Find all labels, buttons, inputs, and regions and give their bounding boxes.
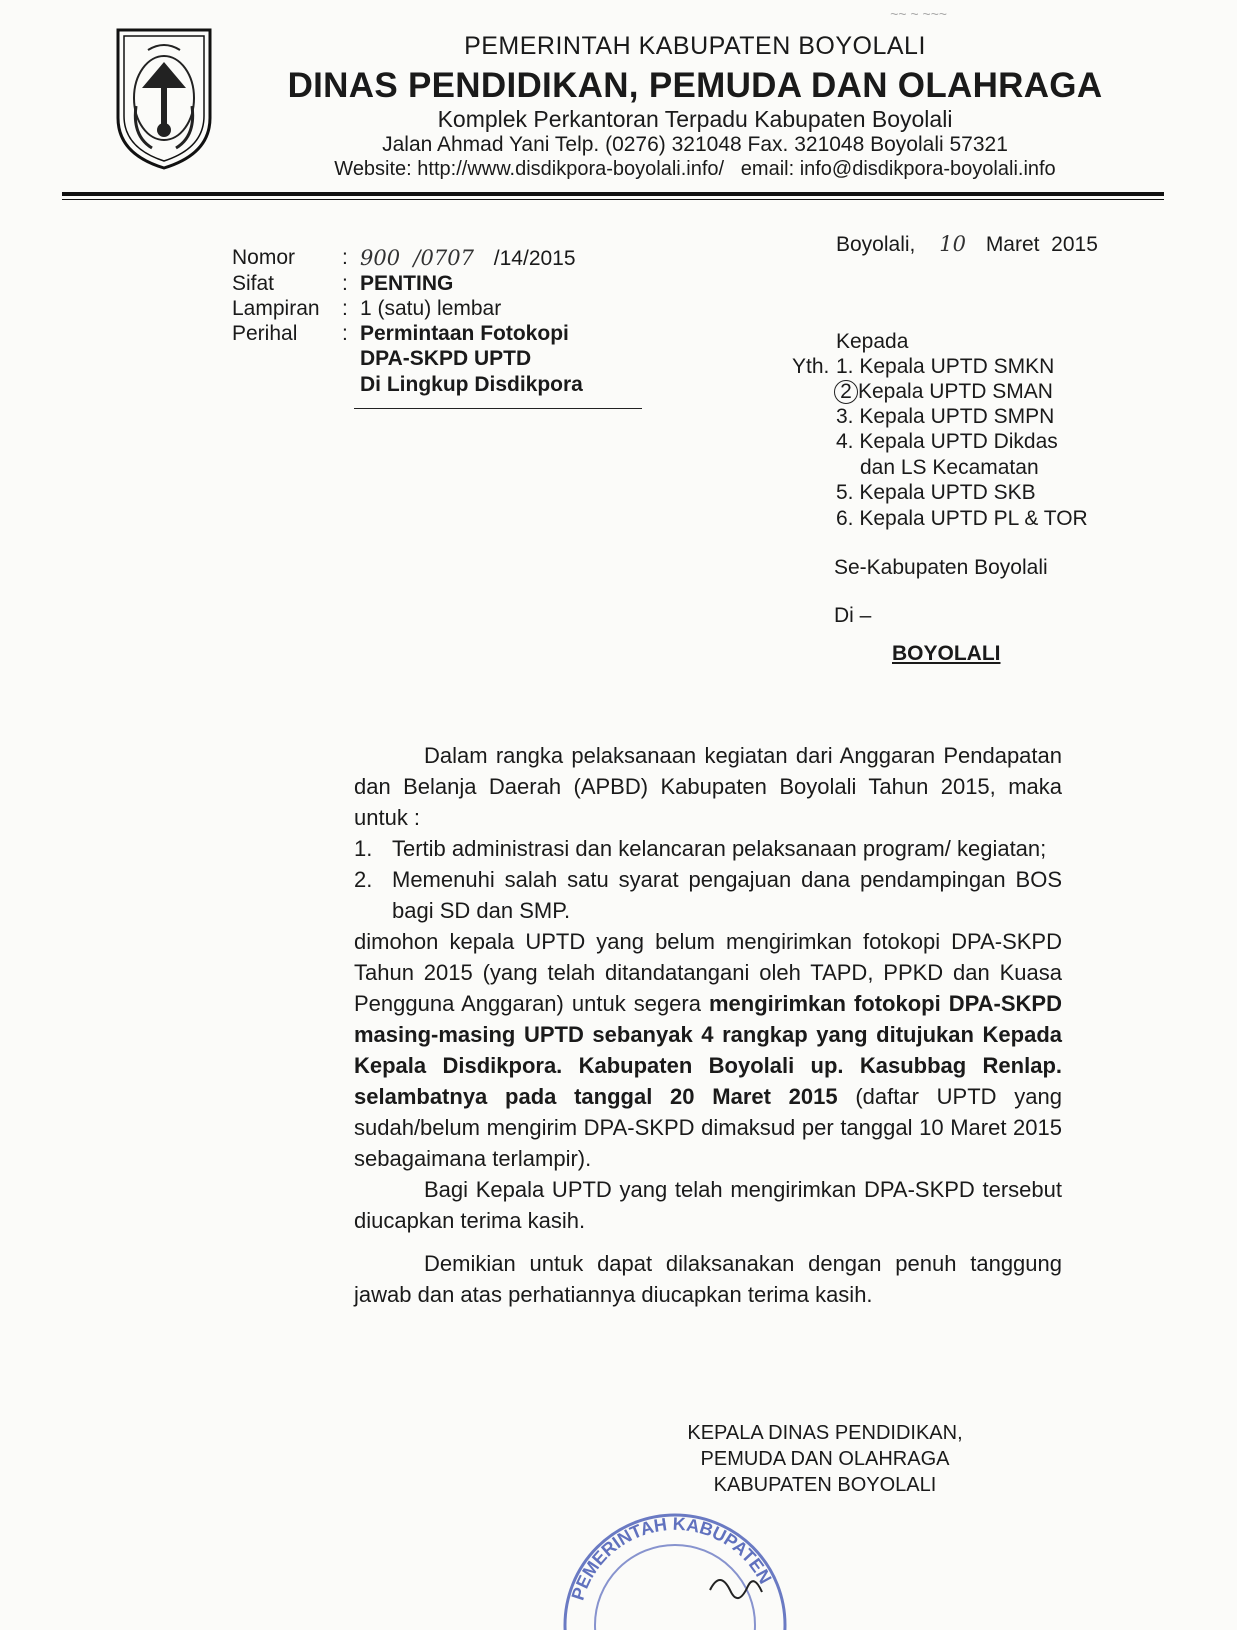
list-number: 2. — [354, 867, 373, 892]
sifat-value: PENTING — [360, 272, 454, 295]
signature-line-2: PEMUDA DAN OLAHRAGA — [700, 1448, 950, 1470]
date-place: Boyolali, — [836, 233, 916, 256]
nomor-suffix: /14/2015 — [493, 247, 576, 270]
letter-date — [836, 232, 1098, 257]
date-month-year: Maret 2015 — [985, 233, 1098, 256]
nomor-label: Nomor — [232, 246, 296, 269]
list-text: Tertib administrasi dan kelancaran pelaksanaan program/ kegiatan; — [392, 836, 1047, 861]
recipient-item: dan LS Kecamatan — [860, 456, 1039, 479]
recipient-item: 5. Kepala UPTD SKB — [836, 481, 1036, 504]
letterhead-rule-thin — [62, 199, 1164, 200]
circled-number: 2 — [834, 380, 858, 404]
recipient-item — [834, 380, 1053, 404]
list-text: Memenuhi salah satu syarat pengajuan dana pendampingan BOS bagi SD dan SMP. — [392, 867, 1062, 923]
nomor-handwritten: 900 /0707 — [360, 246, 474, 270]
recipient-item: 1. Kepala UPTD SMKN — [836, 355, 1055, 378]
signature-block — [660, 1420, 990, 1498]
recipient-item-label: Kepala UPTD SMAN — [858, 380, 1053, 403]
request-text-bold: mengirimkan fotokopi DPA-SKPD masing-masing UPTD sebanyak 4 rangkap yang ditujukan Kepada Kepala Disdikpora. Kabupaten Boyolali up. Kasubbag Renlap. selambatnya pada tanggal 20 Maret 2015 — [354, 991, 1062, 1109]
body-list-item — [354, 864, 1062, 926]
recipient-region: Se-Kabupaten Boyolali — [834, 556, 1048, 579]
recipient-di: Di – — [834, 604, 872, 627]
handwritten-annotation: ~~ ~ ~~~ — [890, 6, 947, 22]
svg-text:PEMERINTAH KABUPATEN: PEMERINTAH KABUPATEN — [567, 1513, 776, 1603]
letterhead-rule-thick — [62, 192, 1164, 196]
lampiran-label: Lampiran — [232, 297, 320, 320]
lampiran-colon: : — [342, 297, 348, 320]
lampiran-value: 1 (satu) lembar — [360, 297, 502, 320]
sifat-colon: : — [342, 272, 348, 295]
recipient-item: 3. Kepala UPTD SMPN — [836, 405, 1055, 428]
official-stamp — [560, 1500, 790, 1630]
body-paragraph-thanks: Bagi Kepala UPTD yang telah mengirimkan DPA-SKPD tersebut diucapkan terima kasih. — [354, 1177, 1062, 1233]
perihal-line-1: Permintaan Fotokopi — [360, 322, 569, 345]
regency-crest-logo — [112, 26, 216, 172]
request-text-tail: (daftar UPTD yang sudah/belum mengirim DPA-SKPD dimaksud per tanggal 10 Maret 2015 sebagaimana terlampir). — [354, 1084, 1062, 1171]
list-number: 1. — [354, 836, 373, 861]
nomor-value — [360, 246, 576, 271]
letterhead-government: PEMERINTAH KABUPATEN BOYOLALI — [464, 32, 926, 60]
letterhead-contact: Website: http://www.disdikpora-boyolali.info/ email: info@disdikpora-boyolali.info — [334, 158, 1056, 180]
letterhead-address: Jalan Ahmad Yani Telp. (0276) 321048 Fax. 321048 Boyolali 57321 — [382, 133, 1008, 156]
perihal-underline — [354, 408, 642, 409]
letterhead-agency: DINAS PENDIDIKAN, PEMUDA DAN OLAHRAGA — [287, 66, 1103, 105]
body-paragraph-closing: Demikian untuk dapat dilaksanakan dengan penuh tanggung jawab dan atas perhatiannya diucapkan terima kasih. — [354, 1251, 1062, 1307]
signature-line-3: KABUPATEN BOYOLALI — [713, 1474, 937, 1496]
nomor-colon: : — [342, 246, 348, 269]
letter-body — [354, 740, 1062, 1310]
perihal-line-2: DPA-SKPD UPTD — [360, 347, 532, 370]
request-text: dimohon kepala UPTD yang belum mengirimkan fotokopi DPA-SKPD Tahun 2015 (yang telah ditandatangani oleh TAPD, PPKD dan Kuasa Pengguna Anggaran) untuk segera — [354, 929, 1062, 1016]
perihal-colon: : — [342, 322, 348, 345]
yth-label: Yth. — [792, 355, 830, 378]
kepada-label: Kepada — [836, 330, 909, 353]
recipient-item: 4. Kepala UPTD Dikdas — [836, 430, 1058, 453]
signature-line-1: KEPALA DINAS PENDIDIKAN, — [687, 1422, 963, 1444]
date-day-handwritten: 10 — [939, 232, 966, 256]
recipient-item: 6. Kepala UPTD PL & TOR — [836, 507, 1088, 530]
body-list-item — [354, 833, 1062, 864]
sifat-label: Sifat — [232, 272, 275, 295]
recipient-city: BOYOLALI — [892, 642, 1001, 665]
perihal-label: Perihal — [232, 322, 298, 345]
body-paragraph-request — [354, 926, 1062, 1174]
body-paragraph: Dalam rangka pelaksanaan kegiatan dari Anggaran Pendapatan dan Belanja Daerah (APBD) Kabupaten Boyolali Tahun 2015, maka untuk : — [354, 743, 1062, 830]
perihal-line-3: Di Lingkup Disdikpora — [360, 373, 583, 396]
letterhead-office: Komplek Perkantoran Terpadu Kabupaten Boyolali — [437, 106, 953, 132]
